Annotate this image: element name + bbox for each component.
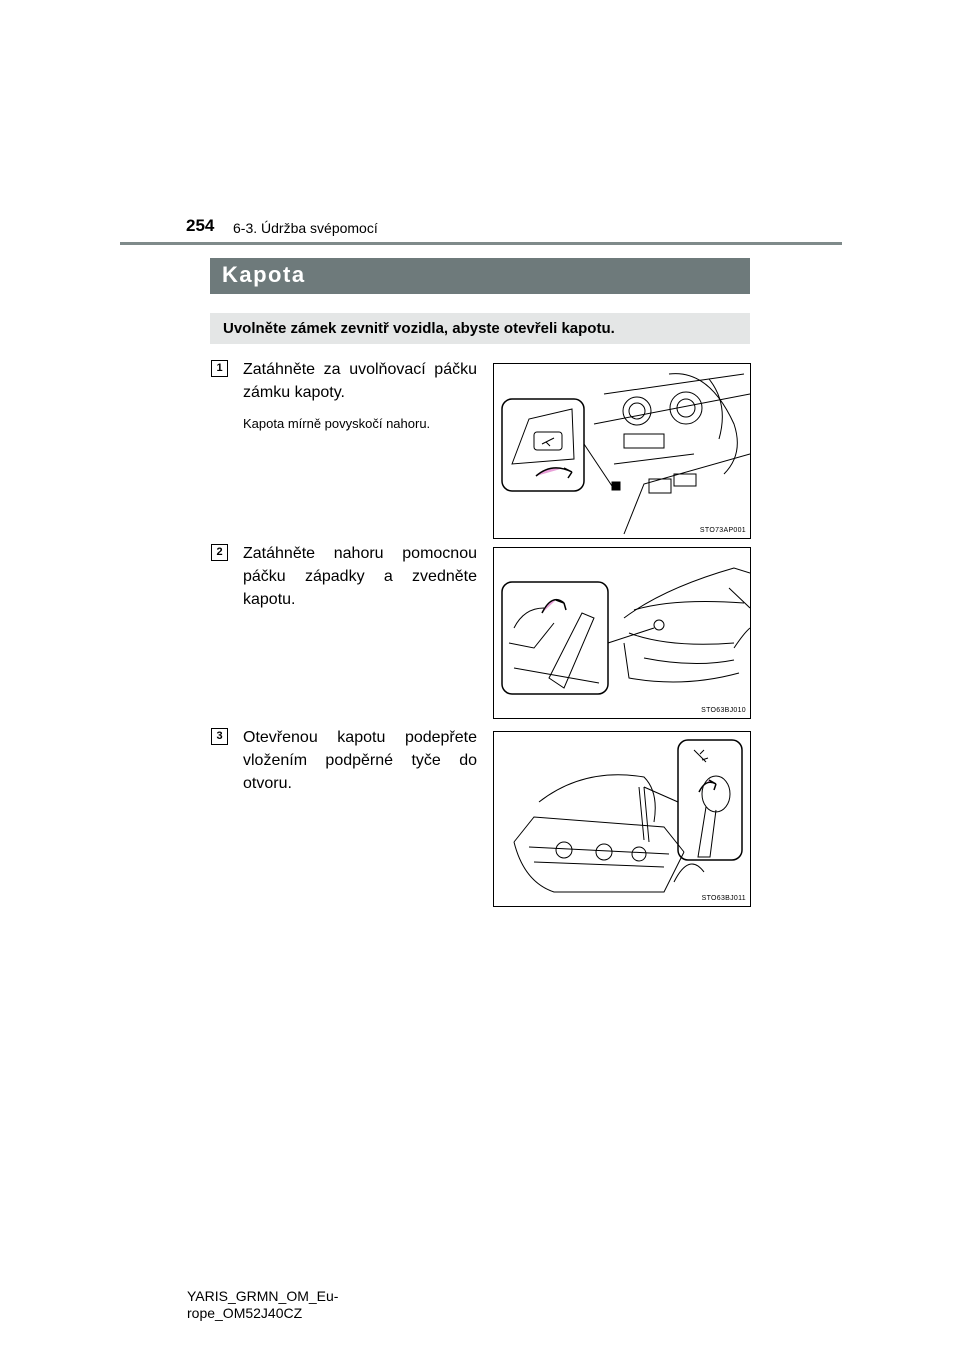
section-title: 6-3. Údržba svépomocí: [233, 220, 378, 236]
step-3-text: Otevřenou kapotu podepřete vložením podpěrné tyče do otvoru.: [243, 729, 477, 792]
step-1-illustration: [493, 363, 751, 539]
step-2-illustration: [493, 547, 751, 719]
step-2-number: 2: [211, 544, 228, 561]
step-1-text: Zatáhněte za uvolňovací páčku zámku kapoty.: [243, 361, 477, 401]
step-3-illustration: [493, 731, 751, 907]
step-1-image-code: STO73AP001: [699, 527, 746, 534]
step-3-image-code: STO63BJ011: [701, 895, 746, 902]
intro-instruction: Uvolněte zámek zevnitř vozidla, abyste otevřeli kapotu.: [210, 313, 750, 344]
step-2-text: Zatáhněte nahoru pomocnou páčku západky a zvedněte kapotu.: [243, 545, 477, 608]
footer-line-1: YARIS_GRMN_OM_Eu-: [187, 1288, 339, 1304]
step-3-number: 3: [211, 728, 228, 745]
step-2-image-code: STO63BJ010: [701, 707, 746, 714]
step-1-number: 1: [211, 360, 228, 377]
step-1-text-block: [243, 358, 477, 435]
step-1-note: Kapota mírně povyskočí nahoru.: [243, 416, 431, 431]
header-rule: [120, 242, 842, 245]
footer-line-2: rope_OM52J40CZ: [187, 1305, 303, 1321]
page-number: 254: [186, 216, 215, 235]
footer-doc-id: [187, 1288, 338, 1322]
page-title: Kapota: [210, 258, 750, 294]
